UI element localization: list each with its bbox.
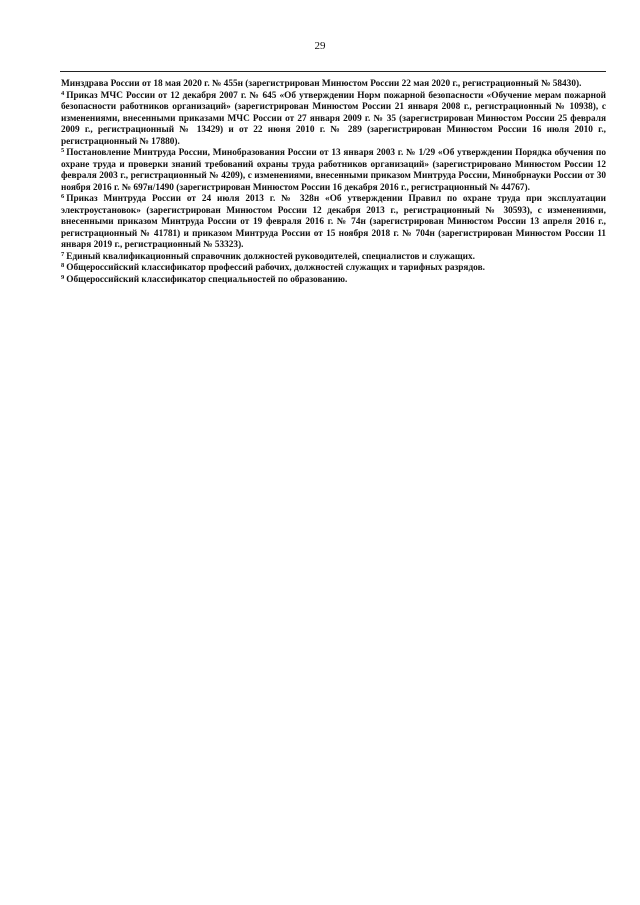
footnote-marker: 7 bbox=[61, 250, 65, 258]
footnote-text: Минздрава России от 18 мая 2020 г. № 455н (зарегистрирован Минюстом России 22 мая 2020 г., регистрационный № 58430). bbox=[61, 79, 582, 89]
footnote-text: Единый квалификационный справочник должностей руководителей, специалистов и служащих. bbox=[66, 251, 476, 262]
footnote-text: Общероссийский классификатор специальностей по образованию. bbox=[66, 274, 348, 285]
footnote-7 bbox=[61, 252, 606, 264]
footnote-4 bbox=[61, 91, 606, 149]
footnote-text: Постановление Минтруда России, Минобразования России от 13 января 2003 г. № 1/29 «Об утверждении Порядка обучения по охране труда и проверки знаний требований охраны труда работников организаций» (зарегистрировано Минюстом России 12 февраля 2003 г., регистрационный № 4209), с изменениями, внесенными приказом Минтруда России, Минобрнауки России от 30 ноября 2016 г. № 697н/1490 (зарегистрирован Минюстом России 16 декабря 2016 г., регистрационный № 44767). bbox=[61, 148, 606, 193]
page-number: 29 bbox=[314, 40, 326, 52]
footnote-continuation bbox=[61, 79, 606, 91]
footnote-marker: 4 bbox=[61, 89, 65, 97]
footnote-marker: 9 bbox=[61, 273, 65, 281]
footnote-text: Приказ Минтруда России от 24 июля 2013 г. № 328н «Об утверждении Правил по охране труда при эксплуатации электроустановок» (зарегистрирован Минюстом России 12 декабря 2013 г., регистрационный № 30593), с изменениями, внесенными приказом Минтруда России от 19 февраля 2016 г. № 74н (зарегистрирован Минюстом России 13 апреля 2016 г., регистрационный № 41781) и приказом Минтруда России от 15 ноября 2018 г. № 704н (зарегистрирован Минюстом России 11 января 2019 г., регистрационный № 53323). bbox=[61, 194, 606, 250]
footnote-separator bbox=[60, 71, 606, 72]
footnote-marker: 8 bbox=[61, 262, 65, 269]
footnote-6 bbox=[61, 194, 606, 252]
footnote-9 bbox=[61, 275, 606, 287]
footnote-text: Приказ МЧС России от 12 декабря 2007 г. № 645 «Об утверждении Норм пожарной безопасности «Обучение мерам пожарной безопасности работников организаций» (зарегистрирован Минюстом России 21 января 2008 г., регистрационный № 10938), с изменениями, внесенными приказами МЧС России от 27 января 2009 г. № 35 (зарегистрирован Минюстом России 25 февраля 2009 г., регистрационный № 13429) и от 22 июня 2010 г. № 289 (зарегистрирован Минюстом России 16 июля 2010 г., регистрационный № 17880). bbox=[61, 90, 606, 147]
footnote-marker: 6 bbox=[61, 193, 65, 200]
footnotes bbox=[61, 79, 606, 286]
footnote-text: Общероссийский классификатор профессий рабочих, должностей служащих и тарифных разрядов. bbox=[66, 263, 485, 273]
footnote-8 bbox=[61, 263, 606, 275]
footnote-5 bbox=[61, 148, 606, 194]
footnote-marker: 5 bbox=[61, 147, 65, 154]
